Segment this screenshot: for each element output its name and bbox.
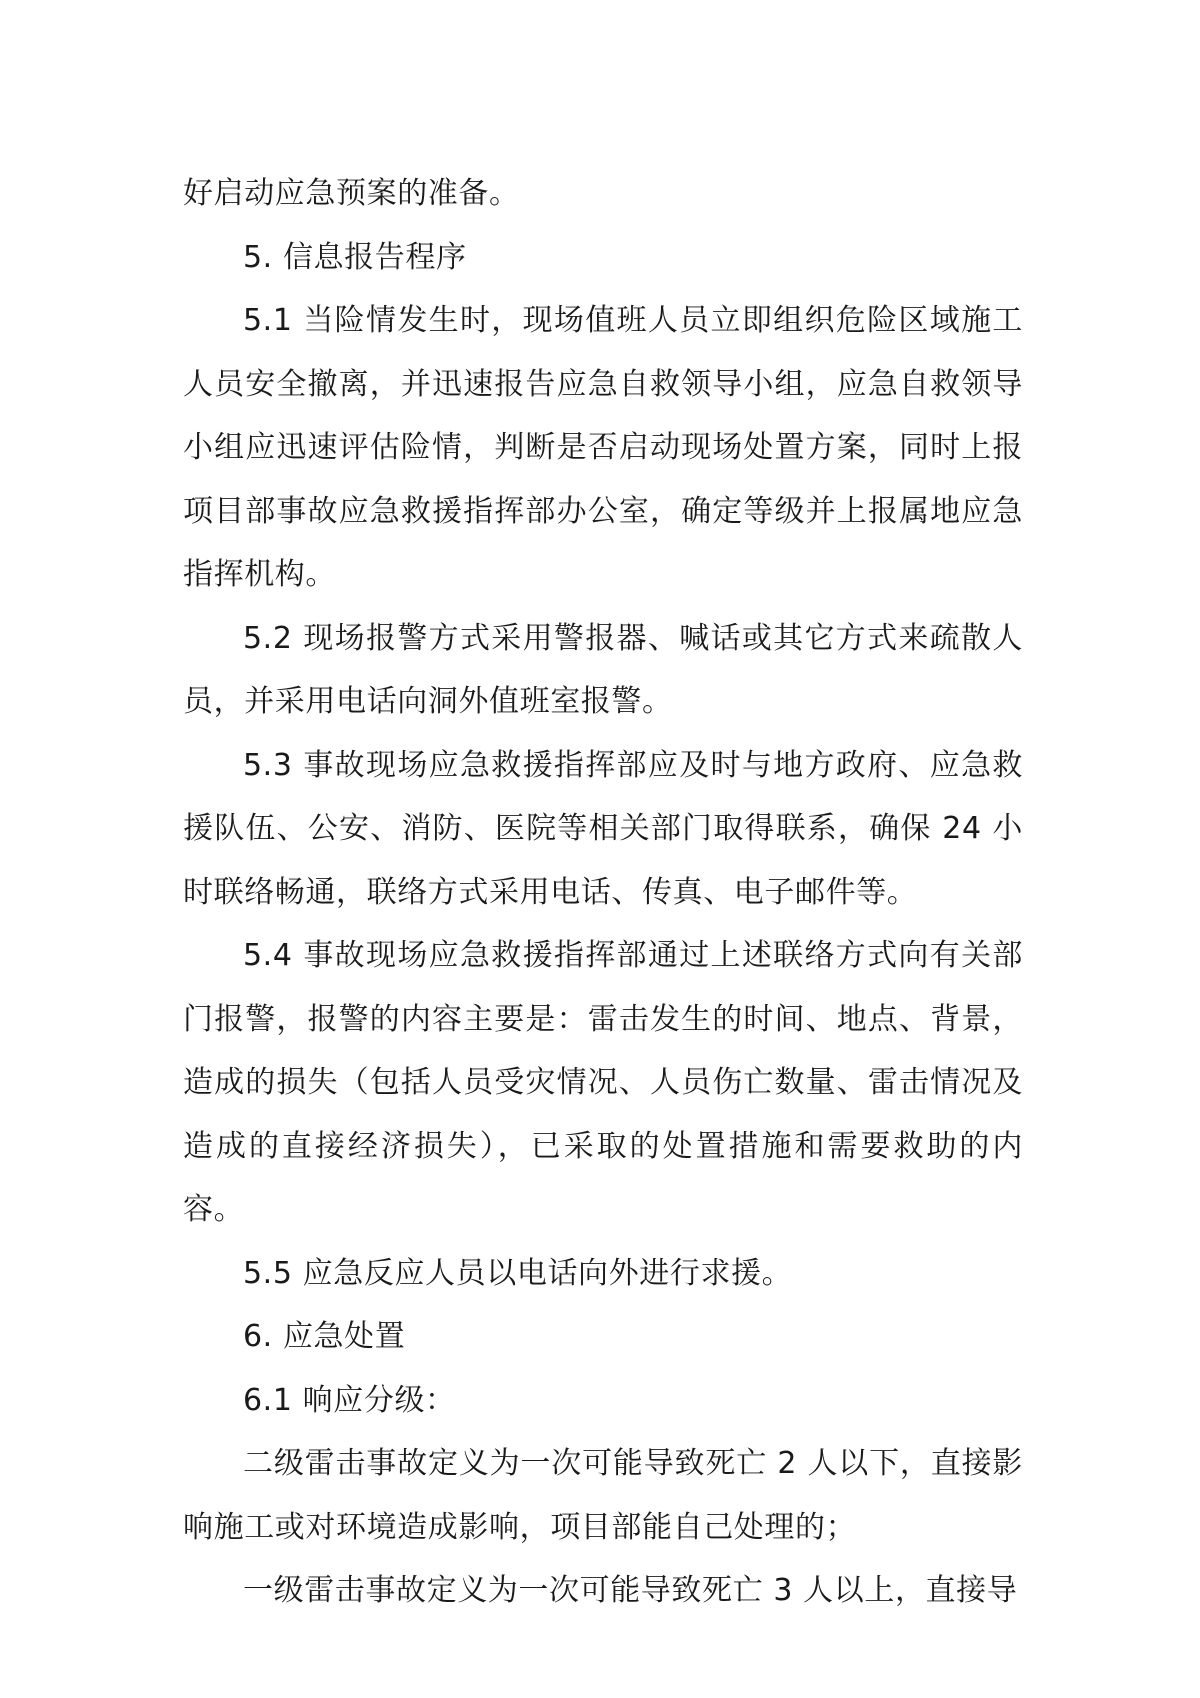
paragraph-6-1: 6.1 响应分级： bbox=[243, 1382, 456, 1418]
paragraph-5-2: 5.2 现场报警方式采用警报器、喊话或其它方式来疏散人员，并采用电话向洞外值班室报警。 bbox=[183, 620, 1023, 719]
paragraph-5-5: 5.5 应急反应人员以电话向外进行求援。 bbox=[243, 1255, 793, 1291]
paragraph-level-2: 二级雷击事故定义为一次可能导致死亡 2 人以下，直接影响施工或对环境造成影响，项目部能自己处理的； bbox=[183, 1446, 1023, 1545]
paragraph-5-3: 5.3 事故现场应急救援指挥部应及时与地方政府、应急救援队伍、公安、消防、医院等相关部门取得联系，确保 24 小时联络畅通，联络方式采用电话、传真、电子邮件等。 bbox=[183, 747, 1023, 910]
paragraph-5-4: 5.4 事故现场应急救援指挥部通过上述联络方式向有关部门报警，报警的内容主要是：雷击发生的时间、地点、背景，造成的损失（包括人员受灾情况、人员伤亡数量、雷击情况及造成的直接经济损失），已采取的处置措施和需要救助的内容。 bbox=[183, 938, 1023, 1227]
paragraph-continuation: 好启动应急预案的准备。 bbox=[183, 176, 520, 211]
section-heading-5: 5. 信息报告程序 bbox=[243, 239, 467, 275]
section-heading-6: 6. 应急处置 bbox=[243, 1319, 406, 1354]
paragraph-level-1: 一级雷击事故定义为一次可能导致死亡 3 人以上，直接导 bbox=[243, 1573, 1018, 1608]
paragraph-5-1: 5.1 当险情发生时，现场值班人员立即组织危险区域施工人员安全撤离，并迅速报告应急自救领导小组，应急自救领导小组应迅速评估险情，判断是否启动现场处置方案，同时上报项目部事故应急救援指挥部办公室，确定等级并上报属地应急指挥机构。 bbox=[183, 303, 1023, 592]
document-body bbox=[183, 162, 1023, 1623]
